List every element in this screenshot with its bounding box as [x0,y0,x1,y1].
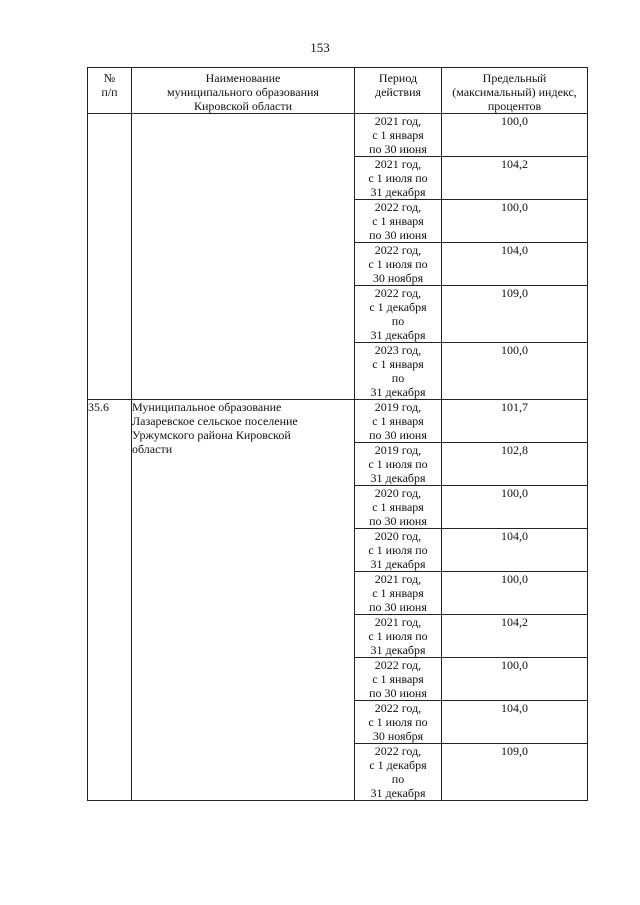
header-line: (максимальный) индекс, [452,85,577,99]
period-line: 2020 год, [374,486,422,500]
row-number-cell [88,114,132,400]
period-line: 31 декабря [370,786,426,800]
header-line: процентов [487,99,542,113]
index-value-cell: 104,2 [442,157,588,200]
period-line: по [391,772,405,786]
header-line: Наименование [205,71,281,85]
period-cell [355,200,442,243]
page-number: 153 [310,40,330,55]
index-value-cell: 100,0 [442,572,588,615]
period-line: 2022 год, [374,701,422,715]
table-row [88,114,588,157]
header-line: действия [374,85,422,99]
period-cell [355,529,442,572]
period-line: 2022 год, [374,744,422,758]
period-line: 2020 год, [374,529,422,543]
municipality-name-line: Муниципальное образование [132,400,282,414]
period-line: с 1 июля по [368,629,428,643]
period-line: с 1 января [372,586,424,600]
period-line: 2019 год, [374,400,422,414]
period-line: с 1 января [372,500,424,514]
period-line: с 1 января [372,672,424,686]
period-line: 30 ноября [372,729,424,743]
index-value-cell: 100,0 [442,486,588,529]
period-line: 2022 год, [374,243,422,257]
period-line: с 1 июля по [368,171,428,185]
index-value-cell: 100,0 [442,343,588,400]
period-line: 2021 год, [374,615,422,629]
period-line: 30 ноября [372,271,424,285]
header-line: Период [378,71,418,85]
period-line: 2022 год, [374,286,422,300]
period-line: по 30 июня [369,600,427,614]
period-line: 31 декабря [370,328,426,342]
index-value-cell: 104,0 [442,243,588,286]
table-row [88,400,588,443]
period-cell [355,658,442,701]
period-line: по 30 июня [369,514,427,528]
period-cell [355,286,442,343]
index-value-cell: 104,0 [442,529,588,572]
index-value-cell: 100,0 [442,114,588,157]
period-line: с 1 июля по [368,457,428,471]
period-line: 2022 год, [374,658,422,672]
municipality-name-line: Уржумского района Кировской [132,428,291,442]
period-line: 2021 год, [374,114,422,128]
municipality-name-line: области [132,442,173,456]
period-cell [355,486,442,529]
period-line: с 1 января [372,357,424,371]
index-value-cell: 102,8 [442,443,588,486]
period-line: с 1 января [372,214,424,228]
header-line: Кировской области [193,99,293,113]
period-line: по 30 июня [369,428,427,442]
header-line: Предельный [482,71,547,85]
period-line: по 30 июня [369,142,427,156]
period-line: с 1 декабря [369,758,427,772]
period-cell [355,400,442,443]
index-value-cell: 100,0 [442,658,588,701]
period-cell [355,343,442,400]
period-line: по [391,314,405,328]
period-line: по [391,371,405,385]
period-cell [355,572,442,615]
period-line: 31 декабря [370,557,426,571]
header-line: п/п [101,85,118,99]
period-cell [355,157,442,200]
row-number-cell: 35.6 [88,400,132,801]
period-cell [355,744,442,801]
period-cell [355,701,442,744]
municipality-cell [132,400,355,801]
header-line: муниципального образования [167,85,319,99]
municipality-name-line: Лазаревское сельское поселение [132,414,298,428]
period-cell [355,615,442,658]
period-line: 2023 год, [374,343,422,357]
period-line: с 1 июля по [368,715,428,729]
header-period [355,68,442,114]
index-value-cell: 101,7 [442,400,588,443]
header-index [442,68,588,114]
tariff-index-table [87,67,588,801]
period-line: по 30 июня [369,228,427,242]
period-line: 31 декабря [370,643,426,657]
period-line: 2022 год, [374,200,422,214]
period-line: 2019 год, [374,443,422,457]
period-line: с 1 декабря [369,300,427,314]
period-cell [355,443,442,486]
index-value-cell: 100,0 [442,200,588,243]
period-line: с 1 июля по [368,257,428,271]
period-cell [355,243,442,286]
period-cell [355,114,442,157]
header-line: № [103,71,116,85]
period-line: 2021 год, [374,157,422,171]
period-line: 2021 год, [374,572,422,586]
period-line: 31 декабря [370,385,426,399]
period-line: 31 декабря [370,185,426,199]
index-value-cell: 104,2 [442,615,588,658]
period-line: с 1 января [372,414,424,428]
period-line: 31 декабря [370,471,426,485]
table-header-row [88,68,588,114]
index-value-cell: 104,0 [442,701,588,744]
header-municipality [132,68,355,114]
header-number [88,68,132,114]
municipality-cell [132,114,355,400]
period-line: с 1 июля по [368,543,428,557]
index-value-cell: 109,0 [442,286,588,343]
period-line: по 30 июня [369,686,427,700]
period-line: с 1 января [372,128,424,142]
index-value-cell: 109,0 [442,744,588,801]
